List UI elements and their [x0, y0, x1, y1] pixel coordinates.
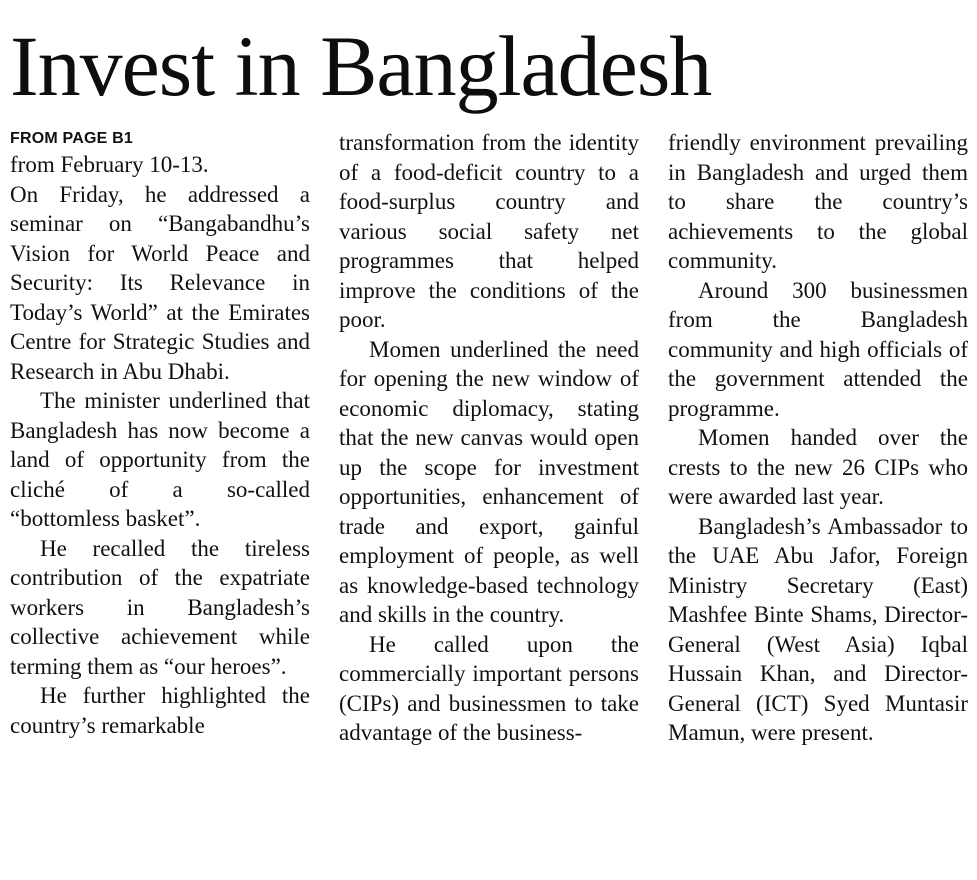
continuation-kicker: FROM PAGE B1 — [10, 130, 134, 147]
paragraph: transformation from the identity of a food-deficit country to a food-surplus country and various social safety net programmes that helped improve the conditions of the poor. — [339, 130, 639, 332]
headline: Invest in Bangladesh — [10, 18, 712, 114]
article-column-1 — [10, 128, 310, 740]
paragraph: Momen underlined the need for opening the new window of economic diplomacy, stating that the new canvas would open up the scope for investment opportunities, enhancement of trade and export, gainful employment of people, as well as knowledge-based technology and skills in the country. — [339, 336, 639, 627]
article-column-2 — [339, 128, 639, 748]
paragraph: friendly environment prevailing in Bangladesh and urged them to share the country’s achievements to the global community. — [668, 130, 968, 273]
paragraph: Momen handed over the crests to the new 26 CIPs who were awarded last year. — [668, 425, 968, 509]
paragraph: from February 10-13. — [10, 152, 209, 177]
paragraph: On Friday, he addressed a seminar on “Bangabandhu’s Vision for World Peace and Security: Its Relevance in Today’s World” at the Emirates Centre for Strategic Studies and Research in Abu Dhabi. — [10, 181, 310, 384]
paragraph: Bangladesh’s Ambassador to the UAE Abu Jafor, Foreign Ministry Secretary (East) Mashfee Binte Shams, Director-General (West Asia) Iqbal Hussain Khan, and Director-General (ICT) Syed Muntasir Mamun, were present. — [668, 513, 968, 745]
article-column-3 — [668, 128, 968, 748]
paragraph: Around 300 businessmen from the Bangladesh community and high officials of the government attended the programme. — [668, 277, 968, 421]
paragraph: The minister underlined that Bangladesh has now become a land of opportunity from the cliché of a so-called “bottomless basket”. — [10, 388, 310, 531]
paragraph: He recalled the tireless contribution of the expatriate workers in Bangladesh’s collective achievement while terming them as “our heroes”. — [10, 535, 310, 679]
paragraph: He further highlighted the country’s remarkable — [10, 683, 310, 738]
paragraph: He called upon the commercially important persons (CIPs) and businessmen to take advantage of the business- — [339, 631, 639, 745]
